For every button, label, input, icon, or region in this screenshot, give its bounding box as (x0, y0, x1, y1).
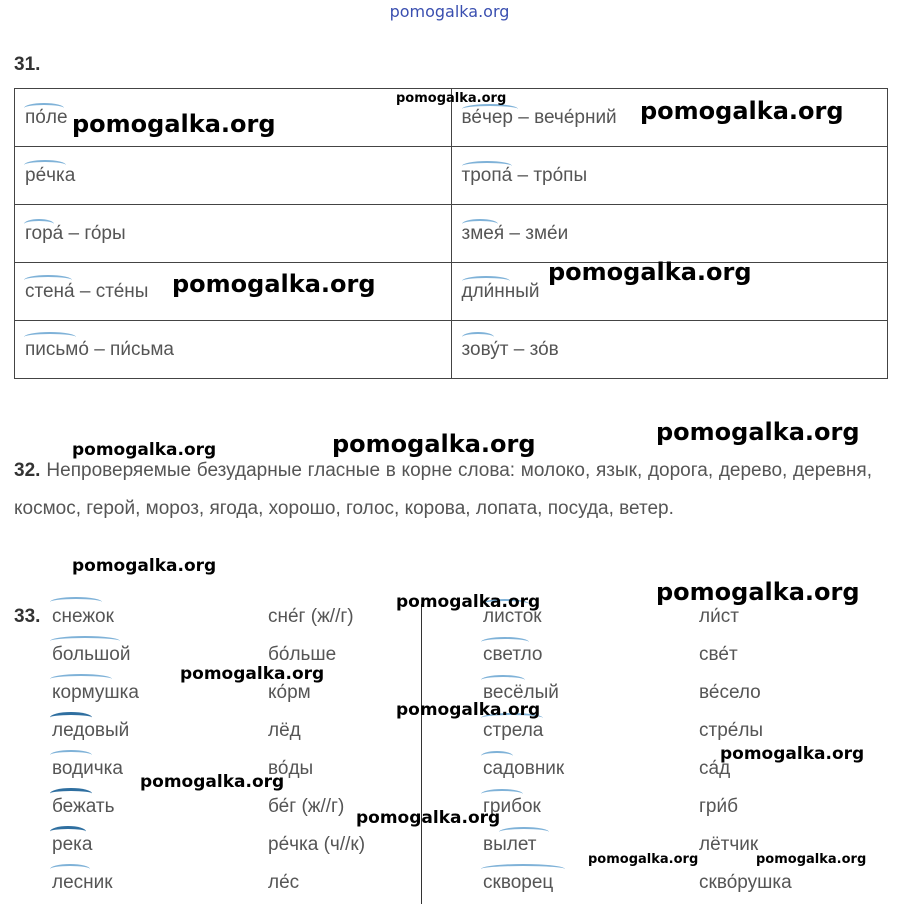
root-arc-icon (481, 637, 529, 647)
column-divider (421, 604, 422, 904)
list-item: ко́рм (268, 682, 311, 703)
root-arc-icon (462, 276, 510, 286)
list-item: стрела (483, 720, 544, 741)
list-item: бежать (52, 796, 115, 817)
table-cell: стена́ – сте́ны (15, 263, 452, 321)
list-item: бе́г (ж//г) (268, 796, 345, 817)
root-arc-icon (462, 219, 498, 229)
root-arc-icon (24, 160, 66, 170)
table-cell: змея́ – зме́и (451, 205, 888, 263)
table-row (15, 263, 888, 321)
table-row (15, 321, 888, 379)
list-item: светло (483, 644, 543, 665)
watermark-text: pomogalka.org (172, 270, 376, 298)
site-header-watermark[interactable]: pomogalka.org (389, 2, 510, 21)
root-arc-icon (24, 332, 76, 342)
list-item: ле́с (268, 872, 300, 893)
table-cell: тропа́ – тро́пы (451, 147, 888, 205)
exercise-32-text: Непроверяемые безударные гласные в корне слова: молоко, язык, дорога, дерево, деревня, космос, герой, мороз, ягода, хорошо, голос, корова, лопата, посуда, ветер. (14, 460, 872, 519)
watermark-text: pomogalka.org (332, 430, 536, 458)
root-arc-icon (24, 275, 72, 285)
list-item: кормушка (52, 682, 139, 703)
list-item: лесник (52, 872, 113, 893)
list-item: бо́льше (268, 644, 337, 665)
root-arc-icon (499, 827, 549, 837)
watermark-text: pomogalka.org (656, 418, 860, 446)
root-arc-icon (24, 219, 54, 229)
table-cell: дли́нный (451, 263, 888, 321)
watermark-text: pomogalka.org (396, 700, 541, 720)
list-item: большой (52, 644, 131, 665)
list-item: вылет (483, 834, 537, 855)
watermark-text: pomogalka.org (656, 578, 860, 606)
watermark-text: pomogalka.org (588, 852, 699, 867)
root-arc-icon (50, 636, 120, 646)
watermark-text: pomogalka.org (756, 852, 867, 867)
root-arc-icon (481, 864, 565, 874)
list-item: са́д (699, 758, 731, 779)
list-item: садовник (483, 758, 565, 779)
watermark-text: pomogalka.org (140, 772, 285, 792)
table-cell: зову́т – зо́в (451, 321, 888, 379)
list-item: грибок (483, 796, 541, 817)
watermark-text: pomogalka.org (396, 592, 541, 612)
list-item: река (52, 834, 93, 855)
table-row (15, 205, 888, 263)
list-item: лётчик (699, 834, 759, 855)
list-item: ледовый (52, 720, 130, 741)
list-item: ре́чка (ч//к) (268, 834, 366, 855)
root-arc-icon (50, 826, 86, 837)
list-item: во́ды (268, 758, 314, 779)
list-item: гри́б (699, 796, 738, 817)
root-arc-icon (481, 789, 523, 799)
watermark-text: pomogalka.org (72, 440, 217, 460)
watermark-text: pomogalka.org (356, 808, 501, 828)
root-arc-icon (24, 103, 64, 113)
watermark-text: pomogalka.org (548, 258, 752, 286)
list-item: ли́ст (699, 606, 739, 627)
list-item: снежок (52, 606, 114, 627)
list-item: водичка (52, 758, 123, 779)
exercise-33-column-2 (268, 598, 365, 902)
exercise-31-number: 31. (14, 54, 41, 75)
watermark-text: pomogalka.org (180, 664, 325, 684)
list-item: скворец (483, 872, 554, 893)
exercise-32-paragraph (14, 452, 872, 528)
root-arc-icon (50, 674, 112, 684)
watermark-text: pomogalka.org (640, 97, 844, 125)
root-arc-icon (50, 750, 92, 760)
root-arc-icon (462, 161, 512, 171)
root-arc-icon (50, 712, 92, 723)
list-item: сне́г (ж//г) (268, 606, 354, 627)
watermark-text: pomogalka.org (72, 556, 217, 576)
root-arc-icon (50, 788, 92, 799)
watermark-text: pomogalka.org (720, 744, 865, 764)
root-arc-icon (50, 597, 102, 607)
watermark-text: pomogalka.org (72, 110, 276, 138)
root-arc-icon (50, 864, 90, 874)
list-item: весёлый (483, 682, 559, 703)
table-cell: ве́чер – вече́рний (451, 89, 888, 147)
root-arc-icon (481, 751, 513, 761)
list-item: лёд (268, 720, 301, 741)
root-arc-icon (462, 332, 494, 342)
list-item: ве́село (699, 682, 761, 703)
table-row (15, 147, 888, 205)
exercise-33-number: 33. (14, 606, 41, 627)
exercise-32-number: 32. (14, 460, 41, 481)
table-cell: письмо́ – пи́сьма (15, 321, 452, 379)
list-item: стре́лы (699, 720, 764, 741)
list-item: листок (483, 606, 542, 627)
table-cell: по́ле (15, 89, 452, 147)
table-cell: ре́чка (15, 147, 452, 205)
list-item: све́т (699, 644, 738, 665)
list-item: скво́рушка (699, 872, 792, 893)
watermark-text: pomogalka.org (396, 91, 507, 106)
table-cell: гора́ – го́ры (15, 205, 452, 263)
root-arc-icon (481, 675, 525, 685)
